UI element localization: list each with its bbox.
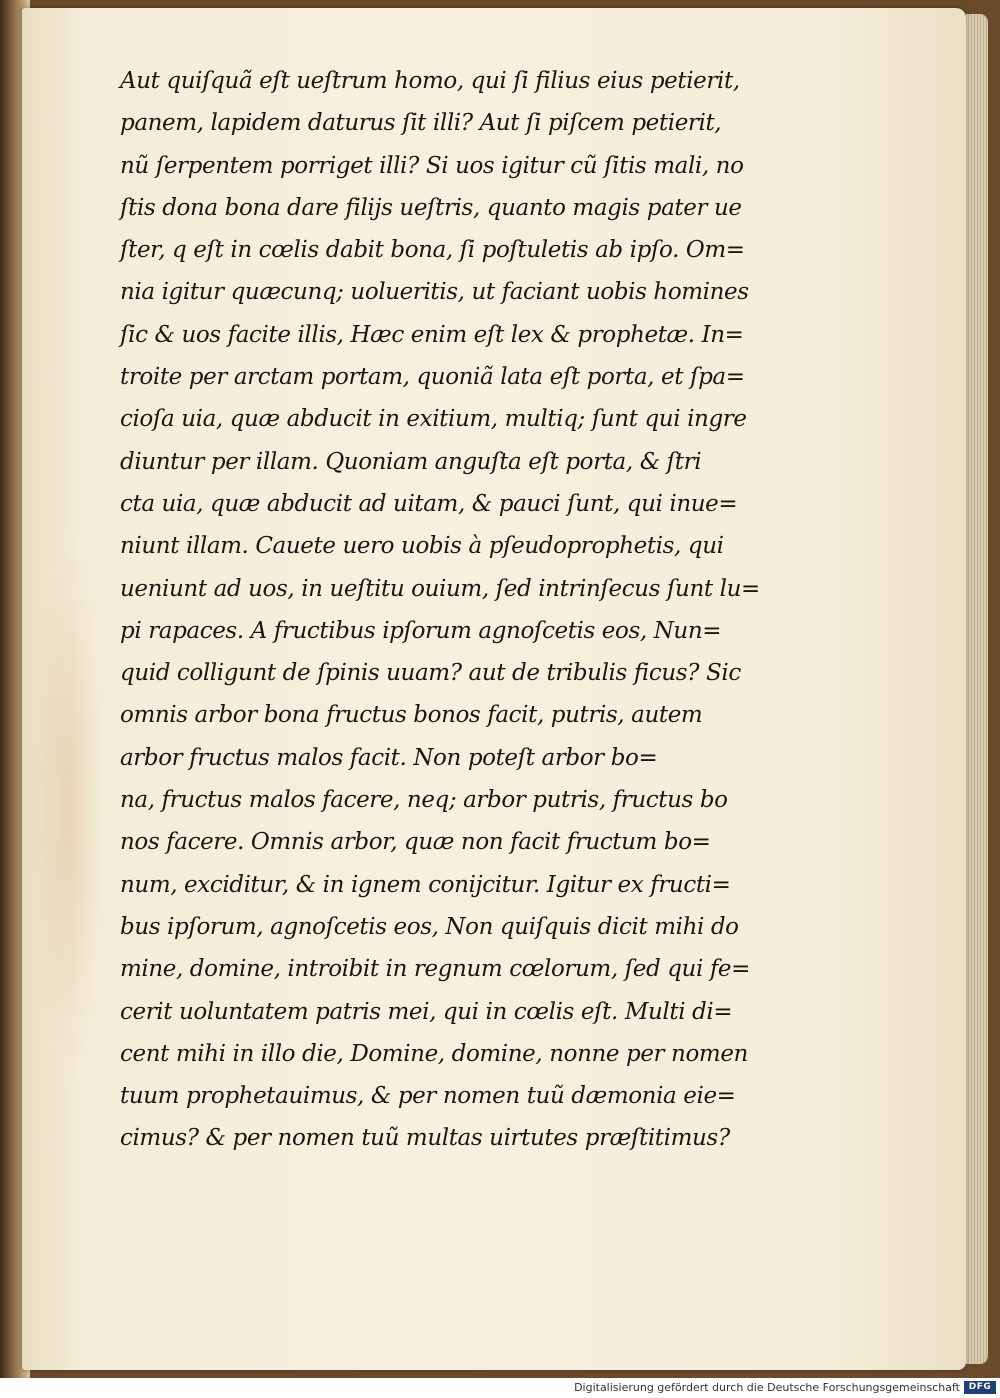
text-line: cent mihi in illo die, Domine, domine, nonne per nomen <box>120 1040 748 1067</box>
text-line: ueniunt ad uos, in ueſtitu ouium, ſed intrinſecus ſunt lu= <box>120 575 760 602</box>
text-line: bus ipſorum, agnoſcetis eos, Non quiſquis dicit mihi do <box>120 913 739 940</box>
text-line: ſic & uos facite illis, Hæc enim eſt lex & prophetæ. In= <box>120 321 744 348</box>
text-line: mine, domine, introibit in regnum cœlorum, ſed qui fe= <box>120 956 751 983</box>
text-line: troite per arctam portam, quoniã lata eſt porta, et ſpa= <box>120 364 745 391</box>
text-line: ſtis dona bona dare filijs ueſtris, quanto magis pater ue <box>120 194 742 221</box>
text-line: nia igitur quæcunq; uolueritis, ut faciant uobis homines <box>120 279 749 306</box>
funding-credit: Digitalisierung gefördert durch die Deutsche Forschungsgemeinschaft <box>574 1381 960 1394</box>
text-line: Aut quiſquã eſt ueſtrum homo, qui ſi filius eius petierit, <box>120 68 740 94</box>
text-line: pi rapaces. A fructibus ipſorum agnoſcetis eos, Nun= <box>120 617 722 644</box>
text-line: tuum prophetauimus, & per nomen tuũ dæmonia eie= <box>120 1083 736 1110</box>
text-line: na, fructus malos facere, neq; arbor putris, fructus bo <box>120 787 728 814</box>
text-line: panem, lapidem daturus ſit illi? Aut ſi piſcem petierit, <box>120 110 722 137</box>
paper-stain <box>34 528 104 1088</box>
dfg-logo: DFG <box>964 1381 996 1394</box>
text-line: num, exciditur, & in ignem conijcitur. Igitur ex fructi= <box>120 871 731 898</box>
text-line: omnis arbor bona fructus bonos facit, putris, autem <box>120 702 703 729</box>
footer <box>0 1378 1000 1398</box>
text-line: cerit uoluntatem patris mei, qui in cœlis eſt. Multi di= <box>120 998 733 1025</box>
page-edges <box>966 14 988 1364</box>
text-line: cioſa uia, quæ abducit in exitium, multiq; ſunt qui ingre <box>120 406 747 433</box>
text-line: ſter, q eſt in cœlis dabit bona, ſi poſtuletis ab ipſo. Om= <box>120 237 745 264</box>
text-line: cta uia, quæ abducit ad uitam, & pauci ſunt, qui inue= <box>120 490 738 517</box>
text-block <box>120 60 810 1160</box>
text-line: nos facere. Omnis arbor, quæ non facit fructum bo= <box>120 829 711 856</box>
text-line: niunt illam. Cauete uero uobis à pſeudoprophetis, qui <box>120 533 724 560</box>
text-line: arbor fructus malos facit. Non poteſt arbor bo= <box>120 744 658 771</box>
text-line: quid colligunt de ſpinis uuam? aut de tribulis ficus? Sic <box>120 660 741 687</box>
text-line: diuntur per illam. Quoniam anguſta eſt porta, & ſtri <box>120 448 702 475</box>
text-line: cimus? & per nomen tuũ multas uirtutes præſtitimus? <box>120 1125 730 1152</box>
text-line: nũ ſerpentem porriget illi? Si uos igitur cũ ſitis mali, no <box>120 152 744 179</box>
